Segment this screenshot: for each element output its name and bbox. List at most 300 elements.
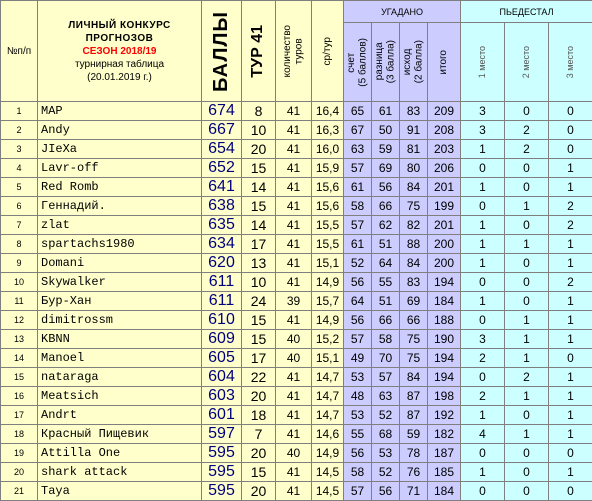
table-row (1, 140, 592, 159)
guessed-total: 199 (428, 197, 461, 216)
podium-third: 0 (549, 102, 592, 121)
podium-second: 1 (505, 425, 549, 444)
row-number: 5 (1, 178, 38, 197)
guessed-exact: 58 (344, 463, 372, 482)
player-name: Красный Пищевик (38, 425, 202, 444)
header-guessed-group: УГАДАНО (344, 1, 461, 23)
avg-per-tour: 15,6 (312, 197, 344, 216)
row-number: 4 (1, 159, 38, 178)
podium-first: 0 (461, 197, 505, 216)
tours-played: 41 (276, 197, 312, 216)
table-row (1, 425, 592, 444)
podium-third: 1 (549, 463, 592, 482)
header-podium-group: ПЬЕДЕСТАЛ (461, 1, 592, 23)
podium-third: 0 (549, 121, 592, 140)
player-name: nataraga (38, 368, 202, 387)
table-row (1, 292, 592, 311)
tours-played: 41 (276, 311, 312, 330)
guessed-outcome: 71 (400, 482, 428, 501)
header-tours-count: количество туров (276, 1, 312, 102)
podium-first: 1 (461, 406, 505, 425)
row-number: 12 (1, 311, 38, 330)
table-row (1, 254, 592, 273)
avg-per-tour: 14,5 (312, 463, 344, 482)
player-name: Taya (38, 482, 202, 501)
player-score: 595 (202, 444, 242, 463)
podium-third: 1 (549, 330, 592, 349)
guessed-diff: 64 (372, 254, 400, 273)
guessed-outcome: 84 (400, 178, 428, 197)
row-number: 17 (1, 406, 38, 425)
tour-points: 10 (242, 121, 276, 140)
podium-second: 0 (505, 406, 549, 425)
guessed-diff: 55 (372, 273, 400, 292)
podium-second: 0 (505, 444, 549, 463)
avg-per-tour: 15,9 (312, 159, 344, 178)
player-name: Геннадий. (38, 197, 202, 216)
podium-first: 1 (461, 292, 505, 311)
table-row (1, 159, 592, 178)
avg-per-tour: 15,1 (312, 349, 344, 368)
table-row (1, 406, 592, 425)
table-row (1, 235, 592, 254)
tour-points: 20 (242, 387, 276, 406)
header-score: БАЛЛЫ (202, 1, 242, 102)
podium-first: 3 (461, 330, 505, 349)
row-number: 10 (1, 273, 38, 292)
row-number: 7 (1, 216, 38, 235)
tours-played: 41 (276, 178, 312, 197)
guessed-diff: 63 (372, 387, 400, 406)
podium-second: 2 (505, 368, 549, 387)
podium-first: 0 (461, 444, 505, 463)
title-line-2: ПРОГНОЗОВ (38, 32, 201, 45)
player-score: 620 (202, 254, 242, 273)
avg-per-tour: 14,5 (312, 482, 344, 501)
tour-points: 14 (242, 216, 276, 235)
podium-second: 1 (505, 197, 549, 216)
tours-played: 41 (276, 159, 312, 178)
header-guessed-total: итого (428, 23, 461, 102)
table-row (1, 311, 592, 330)
guessed-diff: 59 (372, 140, 400, 159)
guessed-diff: 51 (372, 235, 400, 254)
player-name: Domani (38, 254, 202, 273)
guessed-outcome: 88 (400, 235, 428, 254)
guessed-exact: 55 (344, 425, 372, 444)
tours-played: 40 (276, 330, 312, 349)
guessed-total: 184 (428, 482, 461, 501)
tour-points: 13 (242, 254, 276, 273)
guessed-outcome: 84 (400, 254, 428, 273)
avg-per-tour: 15,2 (312, 330, 344, 349)
row-number: 13 (1, 330, 38, 349)
guessed-outcome: 66 (400, 311, 428, 330)
podium-third: 0 (549, 482, 592, 501)
contest-title (38, 1, 202, 102)
player-score: 638 (202, 197, 242, 216)
header-guessed-exact: счет (5 баллов) (344, 23, 372, 102)
avg-per-tour: 15,7 (312, 292, 344, 311)
guessed-diff: 66 (372, 311, 400, 330)
guessed-diff: 69 (372, 159, 400, 178)
guessed-total: 208 (428, 121, 461, 140)
player-name: Бур-Хан (38, 292, 202, 311)
row-number: 11 (1, 292, 38, 311)
avg-per-tour: 16,0 (312, 140, 344, 159)
player-name: JIeXa (38, 140, 202, 159)
tour-points: 20 (242, 444, 276, 463)
guessed-total: 203 (428, 140, 461, 159)
guessed-outcome: 83 (400, 102, 428, 121)
guessed-exact: 57 (344, 482, 372, 501)
player-name: shark attack (38, 463, 202, 482)
avg-per-tour: 14,7 (312, 387, 344, 406)
guessed-exact: 49 (344, 349, 372, 368)
guessed-exact: 56 (344, 444, 372, 463)
avg-per-tour: 15,6 (312, 178, 344, 197)
guessed-exact: 67 (344, 121, 372, 140)
player-name: Skywalker (38, 273, 202, 292)
guessed-total: 200 (428, 254, 461, 273)
guessed-diff: 50 (372, 121, 400, 140)
title-line-1: ЛИЧНЫЙ КОНКУРС (38, 19, 201, 32)
header-podium-3: 3 место (549, 23, 592, 102)
podium-first: 0 (461, 273, 505, 292)
player-score: 595 (202, 463, 242, 482)
guessed-outcome: 78 (400, 444, 428, 463)
tours-played: 41 (276, 368, 312, 387)
header-podium-1: 1 место (461, 23, 505, 102)
podium-second: 0 (505, 273, 549, 292)
guessed-outcome: 69 (400, 292, 428, 311)
avg-per-tour: 14,6 (312, 425, 344, 444)
guessed-total: 184 (428, 292, 461, 311)
guessed-diff: 58 (372, 330, 400, 349)
podium-second: 0 (505, 216, 549, 235)
row-number: 1 (1, 102, 38, 121)
tour-points: 24 (242, 292, 276, 311)
guessed-diff: 70 (372, 349, 400, 368)
header-tour: ТУР 41 (242, 1, 276, 102)
guessed-diff: 52 (372, 406, 400, 425)
player-score: 601 (202, 406, 242, 425)
podium-first: 1 (461, 178, 505, 197)
tours-played: 39 (276, 292, 312, 311)
player-name: Meatsich (38, 387, 202, 406)
podium-second: 1 (505, 387, 549, 406)
player-score: 641 (202, 178, 242, 197)
row-number: 6 (1, 197, 38, 216)
podium-third: 1 (549, 406, 592, 425)
header-podium-2: 2 место (505, 23, 549, 102)
podium-second: 1 (505, 311, 549, 330)
guessed-exact: 57 (344, 216, 372, 235)
guessed-total: 182 (428, 425, 461, 444)
player-score: 609 (202, 330, 242, 349)
table-row (1, 368, 592, 387)
player-score: 595 (202, 482, 242, 501)
podium-second: 2 (505, 140, 549, 159)
avg-per-tour: 14,9 (312, 273, 344, 292)
podium-first: 0 (461, 482, 505, 501)
podium-third: 1 (549, 311, 592, 330)
row-number: 19 (1, 444, 38, 463)
header-avg: ср/тур (312, 1, 344, 102)
player-name: Attilla One (38, 444, 202, 463)
tour-points: 15 (242, 330, 276, 349)
player-score: 667 (202, 121, 242, 140)
avg-per-tour: 15,5 (312, 235, 344, 254)
guessed-exact: 56 (344, 311, 372, 330)
podium-third: 2 (549, 273, 592, 292)
player-name: dimitrossm (38, 311, 202, 330)
player-score: 597 (202, 425, 242, 444)
podium-third: 1 (549, 254, 592, 273)
player-score: 652 (202, 159, 242, 178)
guessed-outcome: 75 (400, 197, 428, 216)
tours-played: 41 (276, 216, 312, 235)
guessed-total: 194 (428, 368, 461, 387)
podium-second: 2 (505, 121, 549, 140)
header-number: №п/п (1, 1, 38, 102)
guessed-exact: 61 (344, 178, 372, 197)
player-name: Red Romb (38, 178, 202, 197)
guessed-exact: 61 (344, 235, 372, 254)
standings-body (1, 102, 592, 501)
row-number: 18 (1, 425, 38, 444)
podium-third: 1 (549, 235, 592, 254)
guessed-total: 198 (428, 387, 461, 406)
avg-per-tour: 15,5 (312, 216, 344, 235)
podium-second: 1 (505, 349, 549, 368)
avg-per-tour: 14,7 (312, 368, 344, 387)
podium-third: 1 (549, 178, 592, 197)
podium-third: 1 (549, 368, 592, 387)
guessed-diff: 53 (372, 444, 400, 463)
guessed-diff: 62 (372, 216, 400, 235)
podium-third: 1 (549, 387, 592, 406)
player-score: 634 (202, 235, 242, 254)
player-score: 611 (202, 273, 242, 292)
player-name: zlat (38, 216, 202, 235)
table-row (1, 121, 592, 140)
podium-first: 1 (461, 140, 505, 159)
player-score: 605 (202, 349, 242, 368)
row-number: 3 (1, 140, 38, 159)
table-row (1, 444, 592, 463)
tour-points: 14 (242, 178, 276, 197)
row-number: 21 (1, 482, 38, 501)
guessed-exact: 56 (344, 273, 372, 292)
player-name: MAP (38, 102, 202, 121)
guessed-diff: 68 (372, 425, 400, 444)
row-number: 8 (1, 235, 38, 254)
player-name: Manoel (38, 349, 202, 368)
table-label: турнирная таблица (38, 58, 201, 71)
player-score: 604 (202, 368, 242, 387)
podium-second: 0 (505, 292, 549, 311)
guessed-outcome: 80 (400, 159, 428, 178)
header-guessed-diff: разница (3 балла) (372, 23, 400, 102)
row-number: 2 (1, 121, 38, 140)
guessed-exact: 53 (344, 368, 372, 387)
guessed-exact: 53 (344, 406, 372, 425)
player-score: 603 (202, 387, 242, 406)
podium-second: 0 (505, 178, 549, 197)
guessed-total: 209 (428, 102, 461, 121)
guessed-exact: 58 (344, 197, 372, 216)
podium-third: 2 (549, 197, 592, 216)
guessed-diff: 52 (372, 463, 400, 482)
tours-played: 41 (276, 482, 312, 501)
tours-played: 41 (276, 102, 312, 121)
table-row (1, 349, 592, 368)
podium-first: 0 (461, 159, 505, 178)
podium-third: 1 (549, 159, 592, 178)
table-row (1, 197, 592, 216)
tours-played: 41 (276, 425, 312, 444)
player-name: spartachs1980 (38, 235, 202, 254)
guessed-exact: 64 (344, 292, 372, 311)
guessed-exact: 48 (344, 387, 372, 406)
tours-played: 41 (276, 273, 312, 292)
player-score: 635 (202, 216, 242, 235)
avg-per-tour: 15,1 (312, 254, 344, 273)
table-row (1, 463, 592, 482)
podium-third: 2 (549, 216, 592, 235)
podium-third: 0 (549, 140, 592, 159)
tour-points: 10 (242, 273, 276, 292)
tour-points: 8 (242, 102, 276, 121)
podium-first: 0 (461, 311, 505, 330)
row-number: 20 (1, 463, 38, 482)
tour-points: 15 (242, 311, 276, 330)
avg-per-tour: 14,9 (312, 444, 344, 463)
guessed-diff: 57 (372, 368, 400, 387)
row-number: 9 (1, 254, 38, 273)
player-name: Lavr-off (38, 159, 202, 178)
table-row (1, 216, 592, 235)
guessed-outcome: 59 (400, 425, 428, 444)
guessed-outcome: 87 (400, 387, 428, 406)
guessed-outcome: 83 (400, 273, 428, 292)
header-row-top (1, 1, 592, 23)
row-number: 15 (1, 368, 38, 387)
guessed-outcome: 84 (400, 368, 428, 387)
player-score: 611 (202, 292, 242, 311)
podium-third: 1 (549, 425, 592, 444)
season-label: СЕЗОН 2018/19 (38, 45, 201, 58)
guessed-total: 201 (428, 178, 461, 197)
guessed-outcome: 87 (400, 406, 428, 425)
table-row (1, 330, 592, 349)
podium-first: 0 (461, 368, 505, 387)
guessed-diff: 51 (372, 292, 400, 311)
tours-played: 41 (276, 463, 312, 482)
table-row (1, 387, 592, 406)
tours-played: 41 (276, 121, 312, 140)
tours-played: 40 (276, 349, 312, 368)
podium-first: 1 (461, 463, 505, 482)
podium-first: 4 (461, 425, 505, 444)
avg-per-tour: 14,9 (312, 311, 344, 330)
table-row (1, 102, 592, 121)
podium-first: 2 (461, 349, 505, 368)
table-row (1, 482, 592, 501)
tour-points: 22 (242, 368, 276, 387)
table-date: (20.01.2019 г.) (38, 71, 201, 84)
avg-per-tour: 14,7 (312, 406, 344, 425)
tours-played: 40 (276, 444, 312, 463)
guessed-total: 185 (428, 463, 461, 482)
tour-points: 15 (242, 463, 276, 482)
table-row (1, 273, 592, 292)
guessed-exact: 65 (344, 102, 372, 121)
player-name: KBNN (38, 330, 202, 349)
guessed-total: 200 (428, 235, 461, 254)
guessed-outcome: 75 (400, 349, 428, 368)
guessed-total: 188 (428, 311, 461, 330)
podium-first: 1 (461, 254, 505, 273)
row-number: 14 (1, 349, 38, 368)
player-name: Andrt (38, 406, 202, 425)
podium-second: 1 (505, 330, 549, 349)
guessed-total: 201 (428, 216, 461, 235)
podium-third: 0 (549, 349, 592, 368)
tour-points: 20 (242, 482, 276, 501)
guessed-outcome: 82 (400, 216, 428, 235)
podium-first: 3 (461, 102, 505, 121)
guessed-total: 192 (428, 406, 461, 425)
podium-second: 0 (505, 254, 549, 273)
player-score: 654 (202, 140, 242, 159)
player-name: Andy (38, 121, 202, 140)
tour-points: 17 (242, 235, 276, 254)
podium-first: 1 (461, 216, 505, 235)
guessed-total: 190 (428, 330, 461, 349)
podium-second: 0 (505, 482, 549, 501)
player-score: 674 (202, 102, 242, 121)
tours-played: 41 (276, 254, 312, 273)
row-number: 16 (1, 387, 38, 406)
guessed-outcome: 75 (400, 330, 428, 349)
guessed-outcome: 76 (400, 463, 428, 482)
avg-per-tour: 16,4 (312, 102, 344, 121)
tour-points: 18 (242, 406, 276, 425)
podium-second: 0 (505, 102, 549, 121)
podium-second: 0 (505, 463, 549, 482)
tour-points: 20 (242, 140, 276, 159)
tours-played: 41 (276, 406, 312, 425)
table-row (1, 178, 592, 197)
podium-first: 2 (461, 387, 505, 406)
guessed-exact: 57 (344, 330, 372, 349)
guessed-total: 206 (428, 159, 461, 178)
guessed-total: 187 (428, 444, 461, 463)
player-score: 610 (202, 311, 242, 330)
guessed-outcome: 81 (400, 140, 428, 159)
podium-third: 1 (549, 292, 592, 311)
tours-played: 41 (276, 140, 312, 159)
tour-points: 17 (242, 349, 276, 368)
guessed-outcome: 91 (400, 121, 428, 140)
guessed-total: 194 (428, 349, 461, 368)
avg-per-tour: 16,3 (312, 121, 344, 140)
podium-first: 1 (461, 235, 505, 254)
tours-played: 41 (276, 235, 312, 254)
guessed-total: 194 (428, 273, 461, 292)
